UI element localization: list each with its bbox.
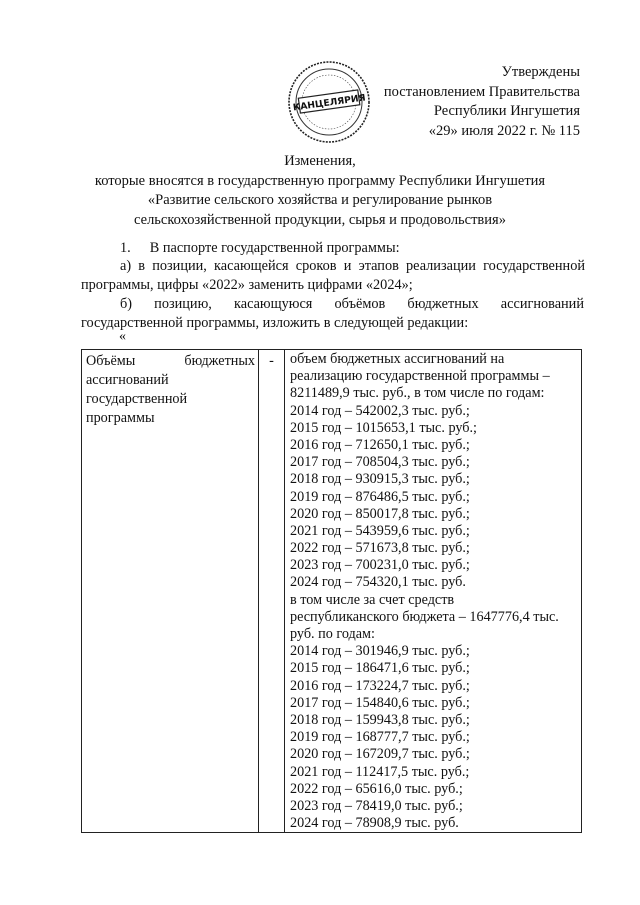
heading-line: сельскохозяйственной продукции, сырья и продовольствия»	[134, 211, 506, 228]
heading-line: Изменения,	[284, 153, 356, 169]
stamp-seal-icon	[287, 60, 371, 144]
value-line: руб. по годам:	[290, 626, 375, 642]
stamp-text: КАНЦЕЛЯРИЯ	[292, 92, 367, 114]
value-line: 2018 год – 930915,3 тыс. руб.;	[290, 471, 470, 488]
approval-line: Республики Ингушетия	[433, 103, 580, 119]
value-line: 2019 год – 876486,5 тыс. руб.;	[290, 488, 470, 505]
item-b-line1: б) позицию, касающуюся объёмов бюджетных ассигнований	[120, 296, 584, 312]
approval-date-number: «29» июля 2022 г. № 115	[428, 122, 580, 139]
heading-line: «Развитие сельского хозяйства и регулирование рынков	[147, 192, 493, 208]
table-row	[82, 350, 582, 833]
value-line: 2024 год – 754320,1 тыс. руб.	[290, 574, 466, 591]
item-1	[120, 239, 400, 258]
label-line: государственной	[86, 391, 188, 407]
value-line: 2021 год – 543959,6 тыс. руб.;	[290, 522, 470, 539]
label-cell	[82, 350, 259, 833]
dash-cell	[259, 350, 285, 833]
heading-line: которые вносятся в государственную программу Республики Ингушетия	[94, 172, 546, 189]
document-heading	[0, 152, 640, 230]
value-line: 2014 год – 301946,9 тыс. руб.;	[290, 643, 470, 660]
value-line: реализацию государственной программы –	[290, 368, 550, 385]
dash: -	[269, 353, 274, 369]
value-line: объем бюджетных ассигнований на	[290, 351, 505, 367]
value-line: 2019 год – 168777,7 тыс. руб.;	[290, 729, 470, 746]
opening-quote: «	[119, 329, 126, 344]
value-line: республиканского бюджета – 1647776,4 тыс.	[290, 608, 559, 625]
value-cell	[285, 350, 582, 833]
value-line: 2014 год – 542002,3 тыс. руб.;	[290, 402, 470, 419]
approval-block	[384, 63, 580, 141]
label-line: Объёмы бюджетных	[86, 353, 255, 369]
item-a-line1: а) в позиции, касающейся сроков и этапов реализации государственной	[120, 258, 585, 274]
value-line: 2023 год – 700231,0 тыс. руб.;	[290, 557, 470, 574]
official-stamp	[287, 60, 371, 144]
value-line: 8211489,9 тыс. руб., в том числе по годам:	[290, 385, 545, 402]
approval-line: постановлением Правительства	[383, 83, 580, 100]
value-line: 2016 год – 712650,1 тыс. руб.;	[290, 436, 470, 453]
value-line: 2015 год – 1015653,1 тыс. руб.;	[290, 419, 477, 436]
value-line: 2015 год – 186471,6 тыс. руб.;	[290, 660, 470, 677]
value-line: 2020 год – 850017,8 тыс. руб.;	[290, 505, 470, 522]
approval-line: Утверждены	[501, 64, 580, 80]
value-line: 2016 год – 173224,7 тыс. руб.;	[290, 677, 470, 694]
value-line: 2024 год – 78908,9 тыс. руб.	[290, 815, 459, 832]
value-line: 2017 год – 708504,3 тыс. руб.;	[290, 454, 470, 471]
item-text: В паспорте государственной программы:	[149, 240, 400, 256]
value-line: 2023 год – 78419,0 тыс. руб.;	[290, 797, 463, 814]
value-line: 2022 год – 571673,8 тыс. руб.;	[290, 540, 470, 557]
value-line: 2022 год – 65616,0 тыс. руб.;	[290, 780, 463, 797]
value-line: 2017 год – 154840,6 тыс. руб.;	[290, 694, 470, 711]
budget-table	[81, 349, 582, 833]
item-number: 1.	[120, 240, 131, 256]
label-line: программы	[86, 410, 155, 426]
label-line: ассигнований	[86, 372, 169, 388]
item-b-line2: государственной программы, изложить в следующей редакции:	[81, 315, 469, 331]
item-a-line2: программы, цифры «2022» заменить цифрами «2024»;	[81, 277, 413, 293]
value-line: 2021 год – 112417,5 тыс. руб.;	[290, 763, 470, 780]
value-line: 2018 год – 159943,8 тыс. руб.;	[290, 711, 470, 728]
value-line: в том числе за счет средств	[290, 591, 455, 608]
value-line: 2020 год – 167209,7 тыс. руб.;	[290, 746, 470, 763]
